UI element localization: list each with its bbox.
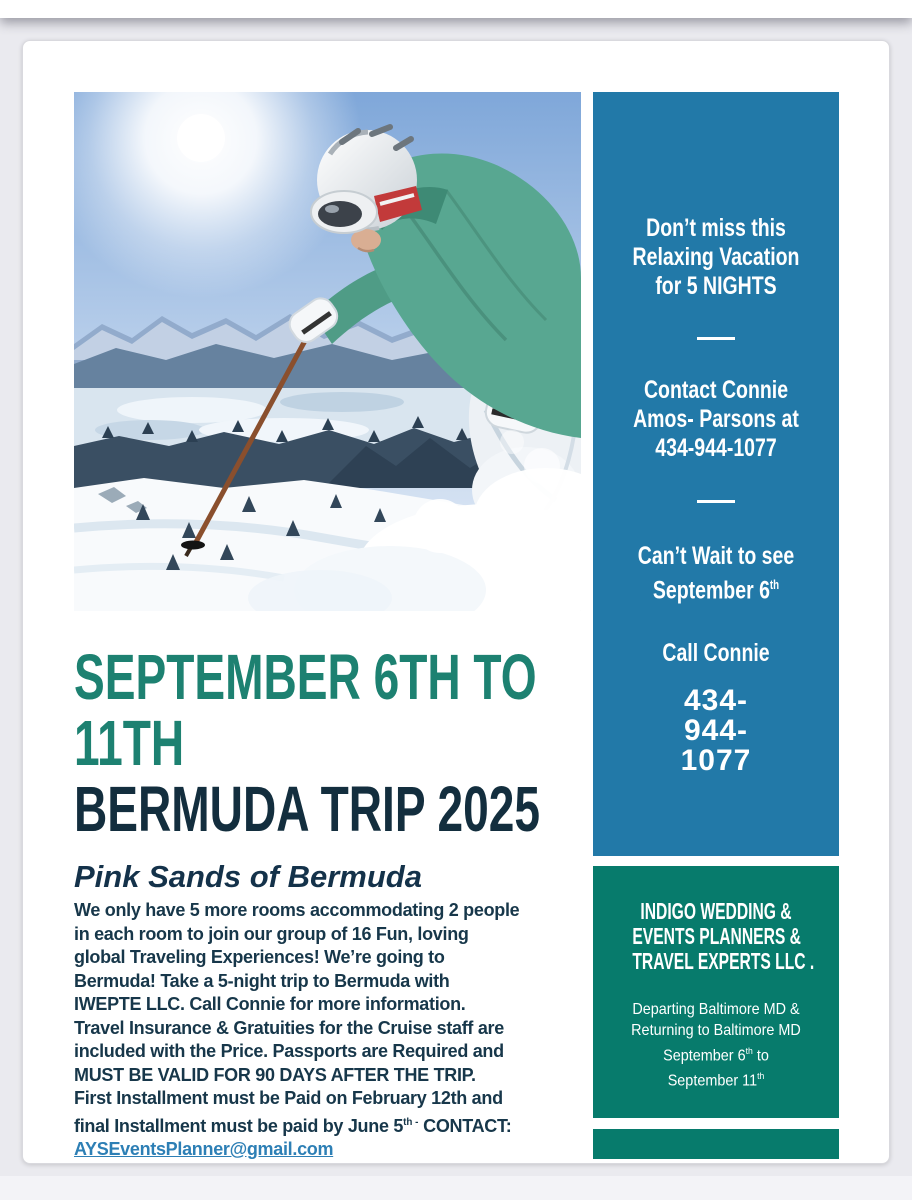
company-name-line: INDIGO WEDDING & bbox=[640, 898, 792, 924]
body-line: Travel Insurance & Gratuities for the Cruise staff are bbox=[74, 1017, 504, 1038]
panel-line: Call Connie bbox=[662, 639, 770, 667]
panel-text-cant-wait bbox=[593, 542, 839, 605]
ordinal-suffix: th bbox=[769, 578, 780, 592]
phone-line: 1077 bbox=[680, 744, 752, 777]
divider-line bbox=[697, 500, 735, 503]
date-text: September 11 bbox=[667, 1072, 758, 1090]
company-box bbox=[593, 866, 839, 1118]
company-name-line: EVENTS PLANNERS & bbox=[632, 923, 801, 949]
body-line: We only have 5 more rooms accommodating 2 people bbox=[74, 900, 520, 920]
ordinal-suffix: th bbox=[745, 1046, 753, 1057]
body-text-fragment: final Installment must be paid by June 5 bbox=[74, 1115, 404, 1136]
body-line: in each room to join our group of 16 Fun, loving bbox=[74, 923, 469, 944]
body-line: Bermuda! Take a 5-night trip to Bermuda with bbox=[74, 970, 450, 991]
panel-text-dont-miss bbox=[593, 214, 839, 301]
phone-line: 434- bbox=[683, 684, 749, 717]
previous-page-edge bbox=[0, 0, 912, 18]
subheading: Pink Sands of Bermuda bbox=[74, 859, 422, 894]
detail-line bbox=[605, 1066, 826, 1091]
panel-line: Can’t Wait to see bbox=[637, 542, 795, 570]
teal-accent-strip bbox=[593, 1129, 839, 1159]
date-text: to bbox=[752, 1047, 769, 1065]
body-line: included with the Price. Passports are Required and bbox=[74, 1041, 504, 1061]
body-paragraph bbox=[74, 899, 614, 1162]
body-line: MUST BE VALID FOR 90 DAYS AFTER THE TRIP. bbox=[74, 1064, 476, 1085]
body-text-fragment: CONTACT: bbox=[418, 1115, 512, 1136]
panel-text-contact bbox=[593, 376, 839, 463]
detail-line: Returning to Baltimore MD bbox=[631, 1022, 801, 1039]
company-name bbox=[593, 899, 839, 974]
body-line bbox=[74, 1111, 614, 1139]
body-line: global Traveling Experiences! We’re going to bbox=[74, 947, 445, 967]
headline-line-3: BERMUDA TRIP 2025 bbox=[74, 773, 541, 845]
panel-line: Don’t miss this bbox=[646, 214, 786, 242]
headline-line-2: 11TH bbox=[74, 707, 185, 779]
body-line: IWEPTE LLC. Call Connie for more information. bbox=[74, 994, 466, 1014]
panel-line: Contact Connie bbox=[643, 376, 789, 404]
body-line: First Installment must be Paid on February 12th and bbox=[74, 1088, 503, 1108]
panel-line: Relaxing Vacation bbox=[632, 243, 800, 271]
trip-details bbox=[593, 999, 839, 1092]
panel-phone-inline: 434-944-1077 bbox=[655, 434, 777, 462]
company-name-line: TRAVEL EXPERTS LLC . bbox=[632, 948, 815, 974]
detail-line bbox=[605, 1041, 826, 1066]
headline-line-1: SEPTEMBER 6TH TO bbox=[74, 641, 537, 713]
ski-photo bbox=[74, 92, 581, 611]
ordinal-suffix: th bbox=[757, 1071, 765, 1083]
panel-line: for 5 NIGHTS bbox=[655, 272, 777, 300]
background-band bbox=[0, 1176, 912, 1200]
divider-line bbox=[697, 337, 735, 340]
phone-line: 944- bbox=[683, 714, 749, 747]
detail-line: Departing Baltimore MD & bbox=[632, 1001, 800, 1018]
flyer-page bbox=[22, 40, 890, 1164]
date-text: September 6 bbox=[663, 1047, 746, 1065]
ski-photo-illustration bbox=[74, 92, 581, 611]
panel-line: Amos- Parsons at bbox=[633, 405, 799, 433]
date-text: September 6 bbox=[652, 576, 770, 605]
panel-line bbox=[620, 571, 812, 605]
ordinal-suffix: th - bbox=[403, 1116, 419, 1128]
email-link[interactable]: AYSEventsPlanner@gmail.com bbox=[74, 1139, 334, 1159]
